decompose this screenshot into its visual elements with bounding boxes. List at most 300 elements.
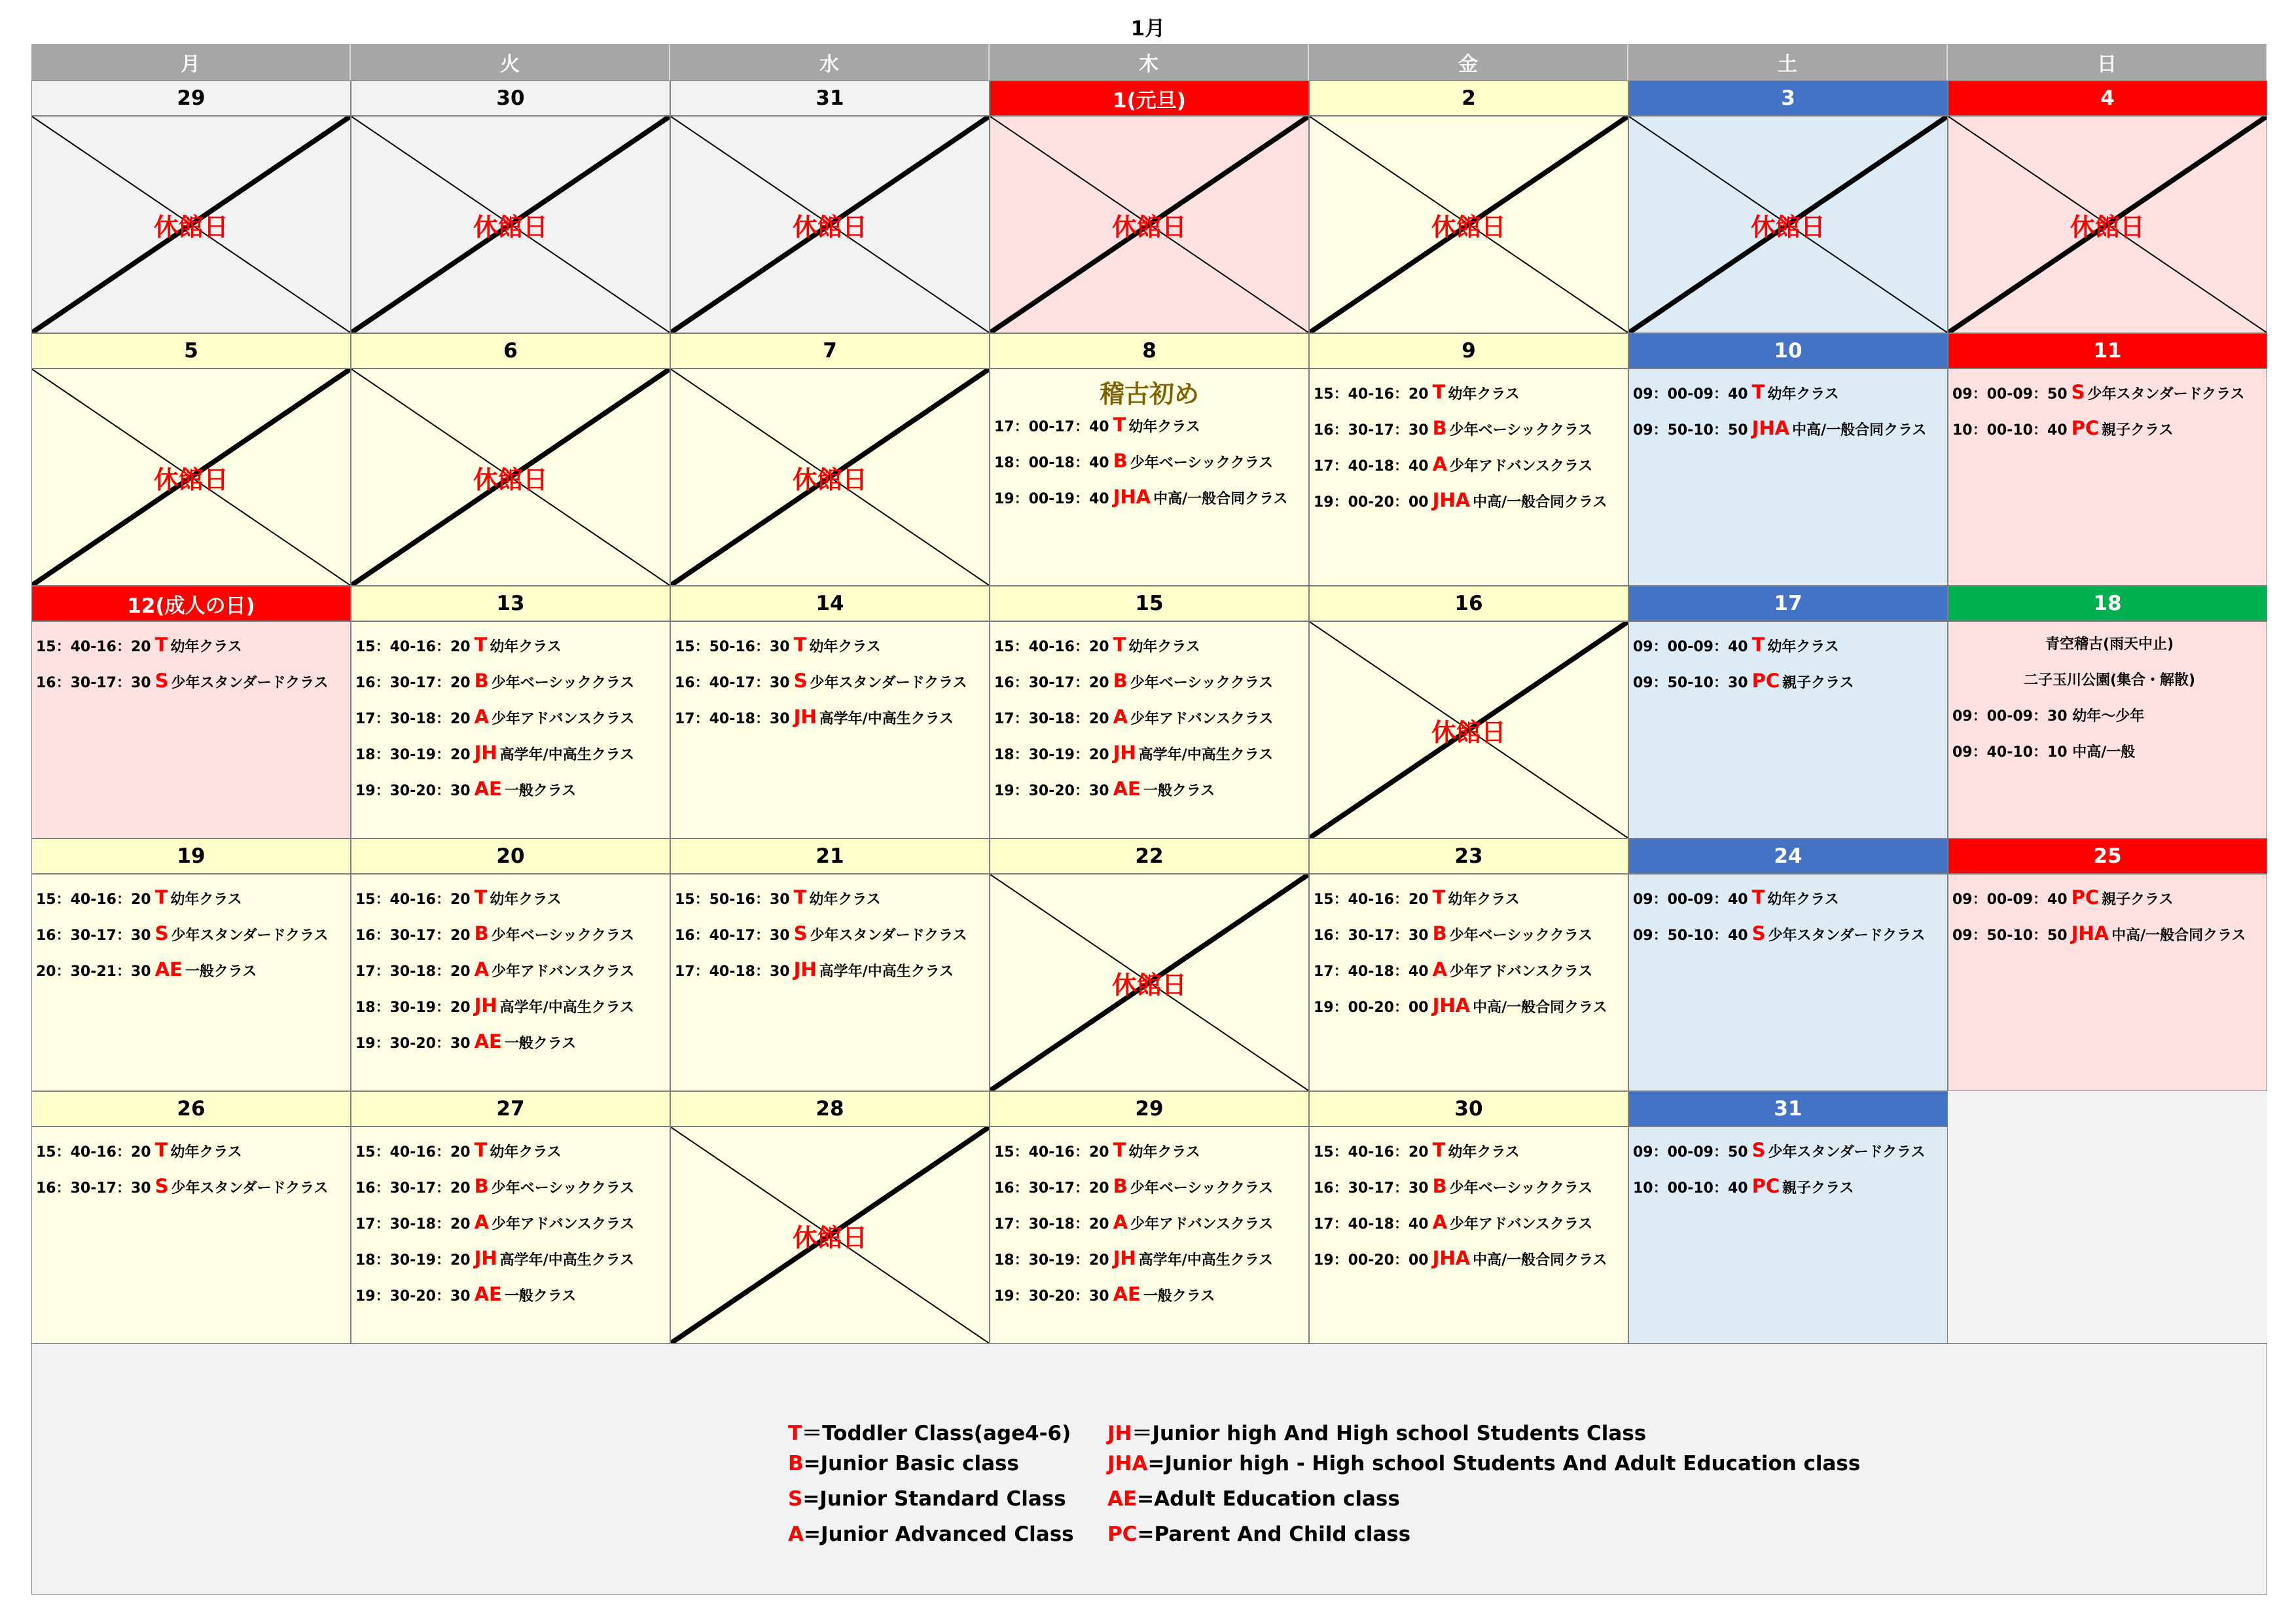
class-time: 16：30-17：20 [994, 1180, 1109, 1197]
class-code: A [474, 958, 490, 981]
closed-label: 休館日 [1431, 212, 1506, 242]
day-cell [1948, 621, 2267, 839]
class-name: 幼年クラス [809, 892, 881, 908]
legend-item [1107, 1416, 1646, 1446]
class-name: 一般クラス [1143, 783, 1215, 799]
class-list [990, 622, 1308, 808]
class-entry [1314, 953, 1628, 989]
class-name: 少年スタンダードクラス [171, 1180, 329, 1197]
day-header: 25 [1948, 839, 2267, 874]
class-entry [355, 700, 670, 736]
class-time: 10：00-10：40 [1952, 422, 2068, 439]
class-name: 少年ベーシッククラス [1130, 455, 1274, 471]
day-cell [31, 1127, 351, 1344]
class-name: 親子クラス [1782, 675, 1854, 691]
class-code: B [1113, 450, 1128, 472]
event-time: 09：00-09：30 幼年～少年 [1952, 708, 2145, 725]
day-cell [31, 621, 351, 839]
class-code: AE [1113, 778, 1141, 800]
day-header: 19 [31, 839, 351, 874]
class-name: 少年アドバンスクラス [1450, 458, 1593, 475]
class-time: 17：30-18：20 [355, 1216, 471, 1233]
class-entry [1633, 412, 1947, 448]
day-header: 4 [1948, 81, 2267, 116]
class-name: 幼年クラス [170, 1144, 242, 1161]
class-time: 18：30-19：20 [994, 1252, 1109, 1269]
class-list [32, 622, 350, 700]
day-header: 7 [670, 333, 990, 369]
class-time: 15：40-16：20 [355, 892, 471, 908]
class-time: 15：40-16：20 [994, 639, 1109, 655]
day-header: 18 [1948, 586, 2267, 621]
legend-item [788, 1452, 1019, 1475]
class-entry [36, 917, 350, 953]
class-name: 少年ベーシッククラス [491, 928, 635, 944]
day-header: 5 [31, 333, 351, 369]
class-entry [675, 953, 989, 989]
day-header: 3 [1628, 81, 1948, 116]
class-entry [994, 1242, 1308, 1278]
day-header: 31 [1628, 1091, 1948, 1127]
class-code: AE [1113, 1283, 1141, 1305]
class-time: 18：30-19：20 [355, 1252, 471, 1269]
class-time: 18：00-18：40 [994, 455, 1109, 471]
class-code: PC [2071, 417, 2100, 439]
class-code: B [474, 922, 489, 945]
class-entry [36, 1170, 350, 1206]
class-time: 17：40-18：40 [1314, 1216, 1429, 1233]
class-time: 19：00-20：00 [1314, 1252, 1429, 1269]
class-entry [994, 664, 1308, 700]
class-time: 18：30-19：20 [355, 1000, 471, 1016]
class-name: 少年アドバンスクラス [1130, 711, 1274, 727]
legend-item [1107, 1487, 1400, 1511]
legend-text: ＝Toddler Class(age4-6) [802, 1422, 1071, 1445]
special-event: 稽古初め [1099, 380, 1199, 408]
class-code: B [1432, 417, 1447, 439]
class-time: 15：40-16：20 [1314, 386, 1429, 403]
class-name: 少年スタンダードクラス [810, 675, 967, 691]
legend-item [788, 1416, 1071, 1446]
class-code: AE [154, 958, 183, 981]
class-entry [994, 700, 1308, 736]
class-name: 幼年クラス [1448, 892, 1520, 908]
class-name: 高学年/中高生クラス [499, 747, 635, 763]
closed-label: 休館日 [1111, 212, 1187, 242]
class-entry [1633, 1170, 1947, 1206]
class-time: 16：30-17：20 [994, 675, 1109, 691]
class-time: 09：50-10：30 [1633, 675, 1748, 691]
class-name: 親子クラス [1782, 1180, 1854, 1197]
class-code: B [1432, 1175, 1447, 1197]
class-code: JHA [1432, 1247, 1471, 1269]
class-code: A [1113, 706, 1128, 728]
class-entry [1633, 628, 1947, 664]
day-header: 12(成人の日) [31, 586, 351, 621]
class-code: JH [474, 994, 497, 1017]
class-entry [1952, 376, 2267, 412]
class-entry [1633, 917, 1947, 953]
class-list [1948, 622, 2267, 772]
class-list [1948, 369, 2267, 448]
class-code: T [1432, 886, 1446, 909]
class-list [1310, 1127, 1628, 1278]
day-header: 17 [1628, 586, 1948, 621]
class-code: T [154, 1139, 168, 1161]
closed-label: 休館日 [473, 465, 548, 494]
class-time: 17：30-18：20 [355, 711, 471, 727]
class-time: 15：40-16：20 [1314, 892, 1429, 908]
class-code: T [1113, 414, 1126, 436]
class-time: 17：30-18：20 [994, 1216, 1109, 1233]
class-name: 少年アドバンスクラス [1450, 1216, 1593, 1233]
class-entry [36, 628, 350, 664]
day-header: 21 [670, 839, 990, 874]
class-code: A [1113, 1211, 1128, 1233]
class-name: 高学年/中高生クラス [1138, 747, 1274, 763]
class-time: 15：40-16：20 [36, 1144, 151, 1161]
class-list [351, 875, 670, 1061]
class-entry [355, 736, 670, 772]
class-time: 19：30-20：30 [994, 783, 1109, 799]
class-list [32, 1127, 350, 1206]
class-name: 少年ベーシッククラス [491, 675, 635, 691]
class-time: 17：30-18：20 [994, 711, 1109, 727]
closed-label: 休館日 [153, 465, 228, 494]
class-code: T [474, 1139, 488, 1161]
class-code: AE [474, 1030, 502, 1053]
class-entry [1314, 448, 1628, 484]
day-header: 11 [1948, 333, 2267, 369]
class-entry [994, 480, 1308, 516]
class-entry [1633, 376, 1947, 412]
class-name: 幼年クラス [170, 892, 242, 908]
day-cell [670, 116, 990, 333]
class-code: AE [474, 778, 502, 800]
class-entry [675, 628, 989, 664]
legend-code: PC [1107, 1523, 1138, 1546]
day-header: 10 [1628, 333, 1948, 369]
day-cell [1309, 874, 1628, 1091]
day-header: 26 [31, 1091, 351, 1127]
class-name: 幼年クラス [490, 639, 562, 655]
class-time: 19：30-20：30 [355, 783, 471, 799]
day-cell [351, 369, 670, 586]
class-name: 中高/一般合同クラス [1153, 491, 1288, 507]
class-code: JHA [1113, 486, 1151, 508]
class-name: 幼年クラス [1448, 1144, 1520, 1161]
class-entry [994, 408, 1308, 444]
class-code: S [1751, 1139, 1766, 1161]
class-time: 15：40-16：20 [1314, 1144, 1429, 1161]
day-header: 28 [670, 1091, 990, 1127]
class-entry [355, 989, 670, 1025]
class-time: 09：00-09：40 [1633, 639, 1748, 655]
class-code: S [793, 670, 808, 692]
class-time: 17：00-17：40 [994, 419, 1109, 435]
class-code: T [1432, 1139, 1446, 1161]
closed-label: 休館日 [473, 212, 548, 242]
class-name: 幼年クラス [170, 639, 242, 655]
class-entry [36, 881, 350, 917]
day-header: 1(元旦) [990, 81, 1309, 116]
legend-code: AE [1107, 1487, 1138, 1511]
legend-item [788, 1487, 1066, 1511]
class-entry [355, 917, 670, 953]
day-cell [990, 116, 1309, 333]
class-name: 中高/一般合同クラス [2111, 928, 2246, 944]
closed-label: 休館日 [1111, 970, 1187, 1000]
legend-text: =Junior high - High school Students And Adult Education class [1147, 1452, 1861, 1475]
class-time: 16：30-17：30 [1314, 928, 1429, 944]
class-list [1629, 1127, 1947, 1206]
class-entry [1314, 376, 1628, 412]
class-code: A [1432, 958, 1448, 981]
class-list [990, 1127, 1308, 1314]
class-code: JHA [2071, 922, 2109, 945]
class-name: 少年スタンダードクラス [171, 928, 329, 944]
closed-label: 休館日 [792, 1223, 867, 1252]
class-entry [1314, 1134, 1628, 1170]
legend-text: =Junior Advanced Class [804, 1523, 1074, 1546]
class-time: 16：30-17：20 [355, 928, 471, 944]
event-note: 二子玉川公園(集合・解散) [2023, 672, 2196, 689]
day-header: 23 [1309, 839, 1628, 874]
class-code: S [154, 1175, 169, 1197]
class-entry [994, 1278, 1308, 1314]
class-code: B [1113, 1175, 1128, 1197]
class-list [671, 622, 989, 736]
legend-item [788, 1523, 1074, 1546]
day-header: 2 [1309, 81, 1628, 116]
class-name: 高学年/中高生クラス [1138, 1252, 1274, 1269]
weekday-header: 金 [1309, 44, 1628, 81]
class-entry [994, 1206, 1308, 1242]
class-list [351, 622, 670, 808]
class-code: JHA [1432, 489, 1471, 511]
class-entry [1314, 917, 1628, 953]
class-code: T [793, 886, 807, 909]
closed-label: 休館日 [1750, 212, 1825, 242]
class-name: 親子クラス [2102, 422, 2174, 439]
legend-code: B [788, 1452, 804, 1475]
class-entry [994, 772, 1308, 808]
class-name: 少年ベーシッククラス [1130, 675, 1274, 691]
class-code: A [1432, 453, 1448, 475]
class-name: 少年アドバンスクラス [1130, 1216, 1274, 1233]
class-time: 15：40-16：20 [994, 1144, 1109, 1161]
day-header: 22 [990, 839, 1309, 874]
class-code: B [1432, 922, 1447, 945]
day-cell [990, 1127, 1309, 1344]
class-entry [675, 700, 989, 736]
class-time: 19：00-19：40 [994, 491, 1109, 507]
day-header: 16 [1309, 586, 1628, 621]
class-time: 15：50-16：30 [675, 892, 790, 908]
class-name: 幼年クラス [809, 639, 881, 655]
class-name: 幼年クラス [1767, 892, 1839, 908]
day-header: 27 [351, 1091, 670, 1127]
class-entry [355, 1025, 670, 1061]
class-time: 17：40-18：40 [1314, 964, 1429, 980]
class-time: 17：30-18：20 [355, 964, 471, 980]
class-entry [1314, 1170, 1628, 1206]
closed-label: 休館日 [792, 465, 867, 494]
day-cell [31, 369, 351, 586]
class-name: 一般クラス [504, 783, 577, 799]
weekday-header: 火 [351, 44, 670, 81]
class-list [1629, 875, 1947, 953]
legend-text: =Junior Basic class [803, 1452, 1019, 1475]
legend-code: S [788, 1487, 803, 1511]
class-entry [36, 953, 350, 989]
day-cell [351, 1127, 670, 1344]
day-header: 24 [1628, 839, 1948, 874]
legend-code: JH [1107, 1422, 1132, 1445]
weekday-header: 土 [1628, 44, 1948, 81]
day-cell [1948, 369, 2267, 586]
day-header: 30 [351, 81, 670, 116]
class-name: 一般クラス [504, 1288, 577, 1305]
class-code: T [1113, 1139, 1126, 1161]
closed-label: 休館日 [2070, 212, 2145, 242]
class-name: 高学年/中高生クラス [819, 711, 954, 727]
class-list [990, 369, 1308, 516]
class-entry [355, 1278, 670, 1314]
day-header: 29 [31, 81, 351, 116]
class-list [1629, 369, 1947, 448]
class-code: AE [474, 1283, 502, 1305]
class-time: 09：00-09：40 [1952, 892, 2068, 908]
class-time: 15：50-16：30 [675, 639, 790, 655]
class-name: 中高/一般合同クラス [1792, 422, 1927, 439]
class-code: T [1432, 381, 1446, 403]
class-entry [1633, 664, 1947, 700]
class-name: 幼年クラス [1767, 639, 1839, 655]
class-entry [994, 1134, 1308, 1170]
class-entry [355, 664, 670, 700]
class-code: T [1751, 886, 1765, 909]
class-time: 19：00-20：00 [1314, 494, 1429, 511]
class-code: JH [474, 742, 497, 764]
class-time: 09：50-10：50 [1633, 422, 1748, 439]
class-name: 幼年クラス [1128, 419, 1200, 435]
class-code: JH [1113, 742, 1136, 764]
class-entry [355, 1134, 670, 1170]
calendar-grid [31, 44, 2267, 1343]
class-code: A [474, 706, 490, 728]
class-entry [355, 1170, 670, 1206]
class-entry [1952, 917, 2267, 953]
day-cell [990, 874, 1309, 1091]
closed-label: 休館日 [792, 212, 867, 242]
class-entry [1314, 1206, 1628, 1242]
day-header: 15 [990, 586, 1309, 621]
class-name: 少年ベーシッククラス [1130, 1180, 1274, 1197]
weekday-header: 水 [670, 44, 990, 81]
class-name: 幼年クラス [1128, 639, 1200, 655]
class-time: 09：00-09：40 [1633, 892, 1748, 908]
class-code: S [2071, 381, 2085, 403]
class-code: JHA [1432, 994, 1471, 1017]
class-time: 16：30-17：20 [355, 675, 471, 691]
day-cell [990, 621, 1309, 839]
empty-cell [1948, 1091, 2267, 1344]
class-name: 少年ベーシッククラス [1449, 1180, 1593, 1197]
class-time: 16：30-17：30 [36, 675, 151, 691]
class-code: S [1751, 922, 1766, 945]
class-entry [675, 881, 989, 917]
class-code: T [793, 634, 807, 656]
class-time: 16：40-17：30 [675, 928, 790, 944]
day-cell [1309, 621, 1628, 839]
class-name: 少年ベーシッククラス [1449, 422, 1593, 439]
class-list [351, 1127, 670, 1314]
day-cell [1628, 874, 1948, 1091]
class-entry [994, 736, 1308, 772]
class-code: T [1751, 634, 1765, 656]
class-time: 15：40-16：20 [36, 639, 151, 655]
class-name: 少年スタンダードクラス [810, 928, 967, 944]
class-time: 09：00-09：40 [1633, 386, 1748, 403]
class-entry [355, 1242, 670, 1278]
day-cell [31, 116, 351, 333]
class-time: 16：30-17：30 [1314, 422, 1429, 439]
legend-item [1107, 1523, 1410, 1546]
class-time: 16：30-17：30 [1314, 1180, 1429, 1197]
class-time: 17：40-18：30 [675, 711, 790, 727]
event-note: 青空稽古(雨天中止) [2045, 636, 2174, 653]
class-list [32, 875, 350, 989]
class-time: 17：40-18：40 [1314, 458, 1429, 475]
class-name: 幼年クラス [1767, 386, 1839, 403]
weekday-header: 月 [31, 44, 351, 81]
class-name: 幼年クラス [1128, 1144, 1200, 1161]
weekday-header: 日 [1948, 44, 2267, 81]
day-header: 20 [351, 839, 670, 874]
class-entry [1633, 881, 1947, 917]
class-name: 一般クラス [504, 1036, 577, 1052]
class-code: A [1432, 1211, 1448, 1233]
day-cell [670, 621, 990, 839]
class-name: 少年スタンダードクラス [1768, 928, 1926, 944]
class-name: 一般クラス [1143, 1288, 1215, 1305]
legend-text: =Parent And Child class [1137, 1523, 1411, 1546]
class-entry [1314, 989, 1628, 1025]
class-code: T [1113, 634, 1126, 656]
class-entry [355, 772, 670, 808]
class-code: T [474, 886, 488, 909]
class-time: 15：40-16：20 [355, 1144, 471, 1161]
class-time: 17：40-18：30 [675, 964, 790, 980]
day-cell [351, 874, 670, 1091]
class-code: T [154, 886, 168, 909]
class-code: PC [2071, 886, 2100, 909]
class-name: 少年スタンダードクラス [171, 675, 329, 691]
day-header: 30 [1309, 1091, 1628, 1127]
day-cell [1309, 369, 1628, 586]
class-time: 19：30-20：30 [355, 1036, 471, 1052]
legend-code: A [788, 1523, 804, 1546]
day-cell [1628, 621, 1948, 839]
class-list [1310, 369, 1628, 520]
class-time: 10：00-10：40 [1633, 1180, 1748, 1197]
class-time: 20：30-21：30 [36, 964, 151, 980]
day-cell [1628, 1127, 1948, 1344]
class-code: B [1113, 670, 1128, 692]
class-name: 高学年/中高生クラス [499, 1252, 635, 1269]
class-name: 中高/一般合同クラス [1473, 1000, 1607, 1016]
